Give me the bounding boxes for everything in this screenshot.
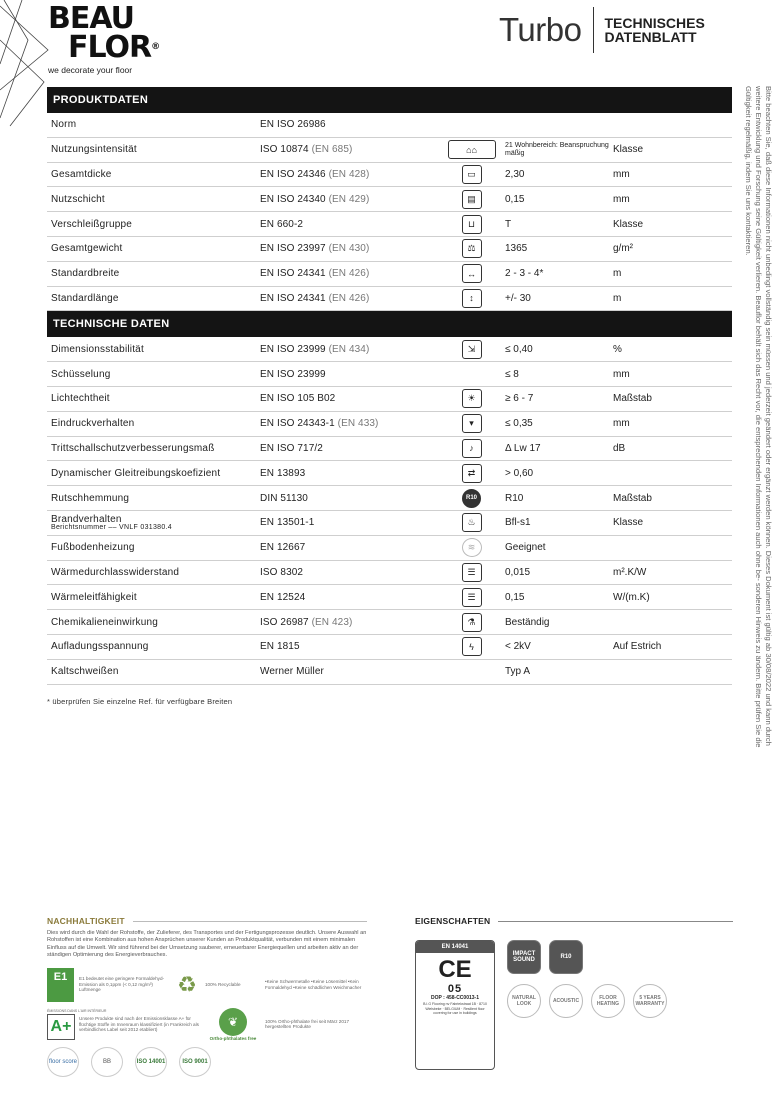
value: 1365 — [505, 243, 528, 255]
norm-alt: (EN 429) — [325, 193, 370, 205]
property-name — [47, 293, 260, 304]
table-row — [47, 486, 732, 511]
unit: mm — [613, 418, 630, 430]
norm-alt: (EN 426) — [325, 268, 370, 280]
sustainability-title-text: NACHHALTIGKEIT — [47, 916, 125, 926]
icon-cell — [438, 588, 505, 607]
value: 0,15 — [505, 193, 525, 205]
value: Δ Lw 17 — [505, 442, 541, 454]
indentation-icon: ▾ — [462, 414, 482, 433]
table-row — [47, 187, 732, 212]
e1-label: E1 — [53, 970, 68, 983]
value: +/- 30 — [505, 292, 531, 304]
section-rule — [133, 921, 367, 922]
norm — [260, 169, 438, 180]
value: R10 — [505, 492, 524, 504]
floor-heating-icon: ≋ — [462, 538, 482, 557]
value: ≤ 0,35 — [505, 418, 533, 430]
table-row — [47, 585, 732, 610]
norm — [260, 542, 438, 553]
fire-icon: ♨ — [462, 513, 482, 532]
property-name — [47, 119, 260, 130]
document-type — [604, 16, 704, 44]
recycle-badge — [175, 973, 201, 997]
roll-length-icon: ↕ — [462, 289, 482, 308]
value: ≥ 6 - 7 — [505, 393, 534, 405]
norm-text: EN ISO 24340 — [260, 193, 326, 205]
section-rule — [498, 921, 733, 922]
thermal-resistance-icon: ☰ — [462, 563, 482, 582]
bb-logo: BB — [91, 1047, 123, 1077]
norm — [260, 641, 438, 652]
property-name-text: Gesamtdicke — [51, 168, 112, 180]
table-row — [47, 362, 732, 387]
icon-cell — [438, 340, 505, 359]
dimensional-stability-icon: ⇲ — [462, 340, 482, 359]
property-name — [47, 666, 260, 677]
disclaimer-text: Bitte beachten Sie, daß diese Informationen nicht unbedingt vollständig sein müssen und jederzeit geändert oder ergänzt werden können. Dieses Dokument ist gültig ab 30/08/2022 und kann durch weitere Entwicklung und Forschung seine Gültigkeit verlieren. Beauflor behält sich das Recht vor, die entsprechenden Informationen auch ohne be- sonderen Hinweis zu ändern. Bitte prüfen Sie die Gültigkeit regelmäßig, indem Sie uns kontaktieren. — [744, 86, 773, 748]
property-name-text: Lichtechtheit — [51, 393, 110, 405]
norm-alt: (EN 433) — [334, 418, 379, 430]
thickness-icon: ▭ — [462, 165, 482, 184]
unit: mm — [613, 193, 630, 205]
property-name-text: Rutschhemmung — [51, 492, 130, 504]
e1-badge — [47, 968, 74, 1002]
recycle-icon: ♻ — [177, 971, 197, 997]
table-row — [47, 287, 732, 312]
weight-icon: ⚖ — [462, 239, 482, 258]
wear-layer-icon: ▤ — [462, 190, 482, 209]
table-row — [47, 511, 732, 536]
unit: Klasse — [613, 517, 644, 529]
unit: dB — [613, 442, 626, 454]
e1-text: E1 bedeutet eine geringere Formaldehyd-Emission als 0,1ppm (< 0,12 mg/m³) Luftmenge — [79, 976, 165, 993]
table-row — [47, 412, 732, 437]
table-row — [47, 138, 732, 163]
norm-alt: (EN 428) — [325, 168, 370, 180]
property-name-text: Nutzschicht — [51, 193, 105, 205]
slip-resistance-icon: ⇄ — [462, 464, 482, 483]
norm-alt: (EN 430) — [325, 243, 370, 255]
r10-icon: R10 — [462, 489, 481, 508]
empty-slot — [633, 940, 667, 974]
sustainability-text: Dies wird durch die Wahl der Rohstoffe, der Zulieferer, des Transportes und der Fertigungsprozesse deutlich. Unsere Auswahl an Rohstoffen ist eine Kombination aus hohen Ansprüchen unserer Kunden an Produktqualität, verbunden mit einem minimalen Einfluss auf die Umwelt. Wir sind führend bei der Umsetzung sauberer, erneuerbarer Energiequellen und arbeiten aktiv an der ständigen Optimierung des Energieverbrauches. — [47, 930, 367, 959]
sustainability-section — [47, 916, 367, 1077]
icon-cell — [438, 389, 505, 408]
icon-cell — [438, 513, 505, 532]
light-fastness-icon: ☀ — [462, 389, 482, 408]
property-name-text: Gesamtgewicht — [51, 243, 123, 255]
norm — [260, 617, 438, 628]
property-name-text: Wärmeleitfähigkeit — [51, 591, 137, 603]
property-icons — [507, 940, 667, 1018]
norm-alt: (EN 423) — [308, 616, 353, 628]
icon-cell — [438, 190, 505, 209]
table-row — [47, 163, 732, 188]
norm-text: EN 1815 — [260, 641, 300, 653]
sustainability-badges — [47, 968, 367, 1042]
dop-details: B.I.G Flooring nv Fabriekstraat 1B · 8710 Wielsbeke · BELGIUM · Resilient floor covering for use in buildings — [423, 1002, 487, 1015]
norm — [260, 567, 438, 578]
property-name-text: Fußbodenheizung — [51, 542, 135, 554]
icon-cell — [438, 613, 505, 632]
ce-mark: CE — [438, 956, 472, 983]
logo-line-2 — [48, 30, 160, 65]
norm — [260, 268, 438, 279]
chemical-icon: ⚗ — [462, 613, 482, 632]
icon-cell — [438, 239, 505, 258]
norm-text: EN ISO 24341 — [260, 268, 326, 280]
acoustic-icon: ACOUSTIC — [549, 984, 583, 1018]
norm — [260, 493, 438, 504]
table-row — [47, 461, 732, 486]
property-name — [47, 144, 260, 155]
norm-text: ISO 10874 — [260, 144, 309, 156]
property-name — [47, 443, 260, 454]
property-name-text: Norm — [51, 119, 77, 131]
norm-text: DIN 51130 — [260, 492, 308, 504]
property-name — [47, 194, 260, 205]
icon-cell — [438, 289, 505, 308]
floorscore-logo: floor score — [47, 1047, 79, 1077]
norm — [260, 592, 438, 603]
report-number: Berichtsnummer –– VNLF 031380.4 — [51, 524, 172, 532]
property-name — [47, 268, 260, 279]
icon-cell — [438, 637, 505, 656]
property-name-text: Aufladungsspannung — [51, 641, 149, 653]
r10-property-icon: R10 — [549, 940, 583, 974]
section-header: TECHNISCHE DATEN — [47, 311, 732, 337]
value: 2 - 3 - 4* — [505, 268, 544, 280]
value: 0,015 — [505, 566, 531, 578]
property-name — [47, 169, 260, 180]
table-row — [47, 610, 732, 635]
aplus-label: A+ — [47, 1014, 75, 1040]
unit: Maßstab — [613, 492, 652, 504]
value: 2,30 — [505, 168, 525, 180]
norm — [260, 468, 438, 479]
norm-text: ISO 8302 — [260, 566, 304, 578]
property-name — [47, 468, 260, 479]
phthalate-label: Ortho-phthalates free — [209, 1035, 257, 1041]
document-type-line-1: TECHNISCHES — [604, 15, 705, 31]
norm-alt: (EN 434) — [325, 343, 370, 355]
natural-look-icon: NATURAL LOOK — [507, 984, 541, 1018]
logo-line-2-text: FLOR — [68, 30, 152, 65]
sustainability-title — [47, 916, 367, 926]
icon-cell — [438, 165, 505, 184]
norm-text: EN 13501-1 — [260, 517, 315, 529]
ce-declaration-label — [415, 940, 495, 1070]
table-row — [47, 536, 732, 561]
value: T — [505, 218, 512, 230]
unit: mm — [613, 368, 630, 380]
product-name: Turbo — [499, 11, 582, 48]
icon-cell — [438, 489, 505, 508]
icon-cell — [438, 140, 505, 159]
iso-9001-logo: ISO 9001 — [179, 1047, 211, 1077]
logo-tagline: we decorate your floor — [48, 65, 133, 75]
table-row — [47, 437, 732, 462]
property-name — [47, 493, 260, 504]
value: < 2kV — [505, 641, 531, 653]
value: 0,15 — [505, 591, 525, 603]
norm-text: EN 12524 — [260, 591, 306, 603]
property-name-text: Standardbreite — [51, 268, 120, 280]
property-name — [47, 243, 260, 254]
icon-cell — [438, 439, 505, 458]
table-row — [47, 337, 732, 362]
norm — [260, 194, 438, 205]
section-header: PRODUKTDATEN — [47, 87, 732, 113]
value: Bfl-s1 — [505, 517, 531, 529]
certification-logos — [47, 1047, 367, 1077]
properties-title-text: EIGENSCHAFTEN — [415, 916, 491, 926]
value: Geeignet — [505, 542, 546, 554]
empty-slot — [591, 940, 625, 974]
dop-year: 05 — [447, 983, 463, 995]
norm — [260, 293, 438, 304]
norm — [260, 666, 438, 677]
icon-cell — [438, 215, 505, 234]
norm — [260, 119, 438, 130]
property-name — [47, 369, 260, 380]
document-type-line-2: DATENBLATT — [604, 29, 697, 45]
unit: % — [613, 343, 622, 355]
property-name-text: Nutzungsintensität — [51, 144, 137, 156]
value: ≤ 8 — [505, 368, 519, 380]
property-name-text: Dynamischer Gleitreibungskoefizient — [51, 467, 221, 479]
phthalate-text: 100% Ortho-phthalate frei seit März 2017 hergestellten Produkte — [265, 1018, 350, 1030]
dop-number: DOP : 458-CC0013-1 — [431, 995, 479, 1001]
aplus-badge — [47, 1008, 107, 1041]
iso-14001-logo: ISO 14001 — [135, 1047, 167, 1077]
property-name — [47, 219, 260, 230]
property-name-text: Verschleißgruppe — [51, 218, 133, 230]
beauflor-logo — [48, 1, 160, 75]
property-name — [47, 418, 260, 429]
unit: m — [613, 268, 622, 280]
unit: Klasse — [613, 218, 644, 230]
impact-sound-property-icon: IMPACT SOUND — [507, 940, 541, 974]
norm-text: EN ISO 105 B02 — [260, 393, 336, 405]
unit: Maßstab — [613, 393, 652, 405]
logo-line-1: BEAU — [48, 1, 135, 36]
dop-standard: EN 14041 — [416, 941, 494, 953]
table-row — [47, 113, 732, 138]
property-name — [47, 344, 260, 355]
property-name-text: Brandverhalten — [51, 514, 122, 526]
norm — [260, 393, 438, 404]
property-name — [47, 393, 260, 404]
table-row — [47, 237, 732, 262]
roll-width-icon: ↔ — [462, 264, 482, 283]
table-row — [47, 212, 732, 237]
property-name-text: Dimensionsstabilität — [51, 343, 144, 355]
header-divider — [593, 7, 594, 53]
decorative-lines — [0, 0, 50, 130]
icon-cell — [438, 563, 505, 582]
norm — [260, 443, 438, 454]
table-row — [47, 635, 732, 660]
registered-mark: ® — [151, 42, 160, 52]
impact-sound-icon: ♪ — [462, 439, 482, 458]
usage-class-icon: ⌂⌂ — [448, 140, 496, 159]
data-table — [47, 87, 732, 685]
property-name-text: Eindruckverhalten — [51, 418, 135, 430]
property-name — [47, 617, 260, 628]
property-name-text: Schüsselung — [51, 368, 111, 380]
norm-text: EN ISO 24346 — [260, 168, 326, 180]
norm — [260, 517, 438, 528]
table-row — [47, 387, 732, 412]
norm-text: EN 660-2 — [260, 218, 304, 230]
phthalate-badge — [205, 1008, 261, 1042]
icon-cell — [438, 538, 505, 557]
property-name-text: Trittschallschutzverbesserungsmaß — [51, 442, 215, 454]
properties-title — [415, 916, 733, 926]
unit: Klasse — [613, 144, 644, 156]
norm-text: ISO 26987 — [260, 616, 309, 628]
property-name-text: Wärmedurchlasswiderstand — [51, 566, 180, 578]
value: Typ A — [505, 666, 531, 678]
norm-alt: (EN 426) — [325, 292, 370, 304]
norm-text: EN ISO 26986 — [260, 119, 326, 131]
property-name-text: Kaltschweißen — [51, 666, 119, 678]
unit: Auf Estrich — [613, 641, 662, 653]
property-name — [47, 592, 260, 603]
norm — [260, 344, 438, 355]
norm — [260, 219, 438, 230]
antistatic-icon: ϟ — [462, 637, 482, 656]
thermal-conductivity-icon: ☰ — [462, 588, 482, 607]
property-name — [47, 641, 260, 652]
norm-alt: (EN 685) — [308, 144, 353, 156]
document-header — [499, 6, 705, 54]
norm-text: EN ISO 23997 — [260, 243, 326, 255]
warranty-icon: 5 YEARS WARRANTY — [633, 984, 667, 1018]
norm-text: EN ISO 23999 — [260, 343, 326, 355]
unit: W/(m.K) — [613, 591, 650, 603]
norm-text: EN ISO 717/2 — [260, 442, 323, 454]
unit: mm — [613, 168, 630, 180]
norm-text: EN ISO 24341 — [260, 292, 326, 304]
norm-text: Werner Müller — [260, 666, 324, 678]
table-row — [47, 660, 732, 685]
norm-text: EN ISO 23999 — [260, 368, 326, 380]
aplus-text: Unsere Produkte sind nach der Emissionsklasse A+ für flüchtige Stoffe im Innenraum klassifiziert (in Frankreich als verbindliches Label seit 2012 etabliert) — [79, 1016, 199, 1033]
norm-text: EN ISO 24343-1 — [260, 418, 335, 430]
property-name — [47, 567, 260, 578]
aplus-header: ÉMISSIONS DANS L'AIR INTÉRIEUR — [47, 1008, 107, 1013]
recycle-label: 100% Recyclable — [205, 981, 241, 987]
norm-text: EN 13893 — [260, 467, 306, 479]
properties-section — [415, 916, 733, 1015]
icon-cell — [438, 464, 505, 483]
icon-cell — [438, 264, 505, 283]
norm — [260, 144, 438, 155]
wear-group-icon: ⊔ — [462, 215, 482, 234]
property-name-text: Standardlänge — [51, 292, 119, 304]
icon-cell — [438, 414, 505, 433]
floor-heating-property-icon: FLOOR HEATING — [591, 984, 625, 1018]
norm — [260, 243, 438, 254]
property-name — [47, 514, 260, 531]
leaf-icon: ❦ — [219, 1008, 247, 1036]
footnote: * überprüfen Sie einzelne Ref. für verfügbare Breiten — [47, 697, 233, 706]
norm — [260, 418, 438, 429]
value: Beständig — [505, 616, 550, 628]
unit: m — [613, 292, 622, 304]
norm-text: EN 12667 — [260, 542, 306, 554]
property-name-text: Chemikalieneinwirkung — [51, 616, 159, 628]
value: 21 Wohnbereich: Beanspruchung mäßig — [505, 141, 609, 157]
table-row — [47, 262, 732, 287]
unit: m².K/W — [613, 566, 647, 578]
unit: g/m² — [613, 243, 633, 255]
norm — [260, 369, 438, 380]
free-of-list: •Keine Schwermetalle •Keine Lösemittel •Kein Formaldehyd •Keine schädlichen Weichmacher — [265, 979, 362, 990]
value: ≤ 0,40 — [505, 343, 533, 355]
property-name — [47, 542, 260, 553]
value: > 0,60 — [505, 467, 534, 479]
table-row — [47, 561, 732, 586]
